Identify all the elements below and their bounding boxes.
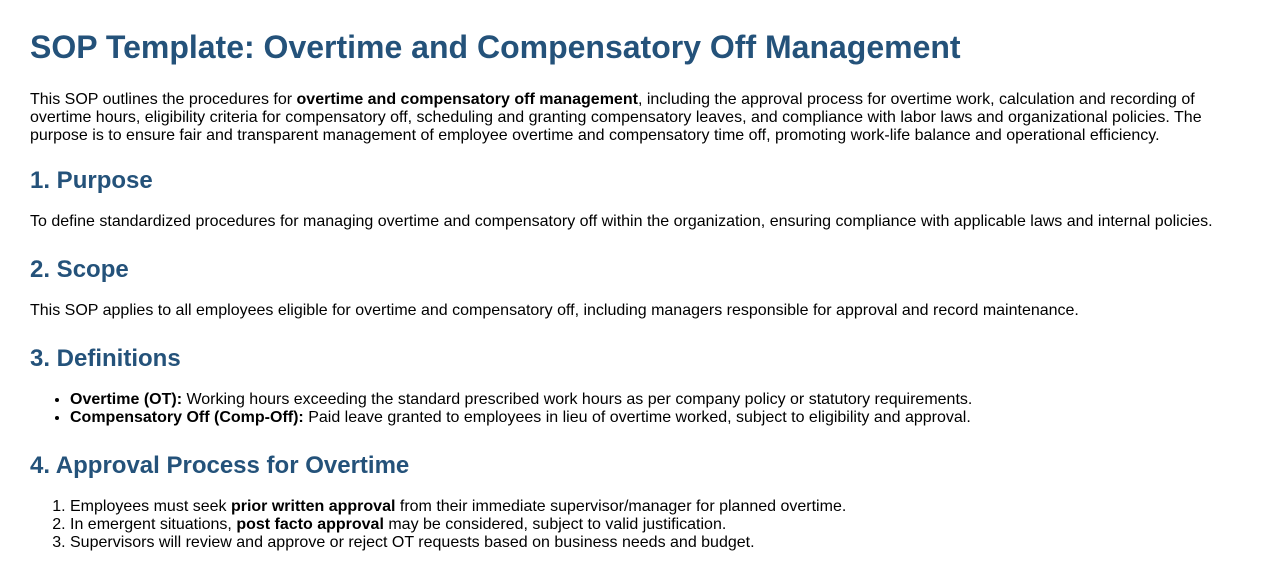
intro-paragraph — [30, 91, 1233, 145]
approval-heading: 4. Approval Process for Overtime — [30, 452, 410, 479]
definition-text: Paid leave granted to employees in lieu of overtime worked, subject to eligibility and approval. — [303, 409, 971, 426]
definition-item — [70, 391, 1233, 409]
purpose-heading: 1. Purpose — [30, 167, 153, 194]
approval-step-pre: Supervisors will review and approve or reject OT requests based on business needs and budget. — [70, 534, 755, 551]
scope-text: This SOP applies to all employees eligible for overtime and compensatory off, including managers responsible for approval and record maintenance. — [30, 302, 1079, 319]
approval-step — [70, 534, 1233, 552]
approval-step-pre: Employees must seek — [70, 498, 231, 515]
approval-step — [70, 516, 1233, 534]
intro-text-bold: overtime and compensatory off management — [296, 91, 638, 108]
intro-text-post: , including the approval process for overtime work, calculation and recording of overtime hours, eligibility criteria for compensatory off, scheduling and granting compensatory leaves, and compliance with labor laws and organizational policies. The purpose is to ensure fair and transparent management of employee overtime and compensatory time off, promoting work-life balance and operational efficiency. — [30, 91, 1202, 144]
definitions-list — [30, 391, 1233, 427]
approval-steps-list — [30, 498, 1233, 552]
definition-term: Compensatory Off (Comp-Off): — [70, 409, 304, 426]
definition-item — [70, 409, 1233, 427]
definition-term: Overtime (OT): — [70, 391, 183, 408]
purpose-text: To define standardized procedures for managing overtime and compensatory off within the organization, ensuring compliance with applicable laws and internal policies. — [30, 213, 1213, 230]
definitions-heading: 3. Definitions — [30, 345, 181, 372]
approval-step — [70, 498, 1233, 516]
page-title: SOP Template: Overtime and Compensatory Off Management — [30, 29, 961, 65]
scope-heading: 2. Scope — [30, 256, 129, 283]
approval-step-post: from their immediate supervisor/manager for planned overtime. — [395, 498, 847, 515]
definition-text: Working hours exceeding the standard prescribed work hours as per company policy or statutory requirements. — [182, 391, 973, 408]
approval-step-bold: post facto approval — [236, 516, 384, 533]
intro-text-pre: This SOP outlines the procedures for — [30, 91, 297, 108]
approval-step-pre: In emergent situations, — [70, 516, 237, 533]
approval-step-post: may be considered, subject to valid justification. — [383, 516, 727, 533]
approval-step-bold: prior written approval — [230, 498, 396, 515]
